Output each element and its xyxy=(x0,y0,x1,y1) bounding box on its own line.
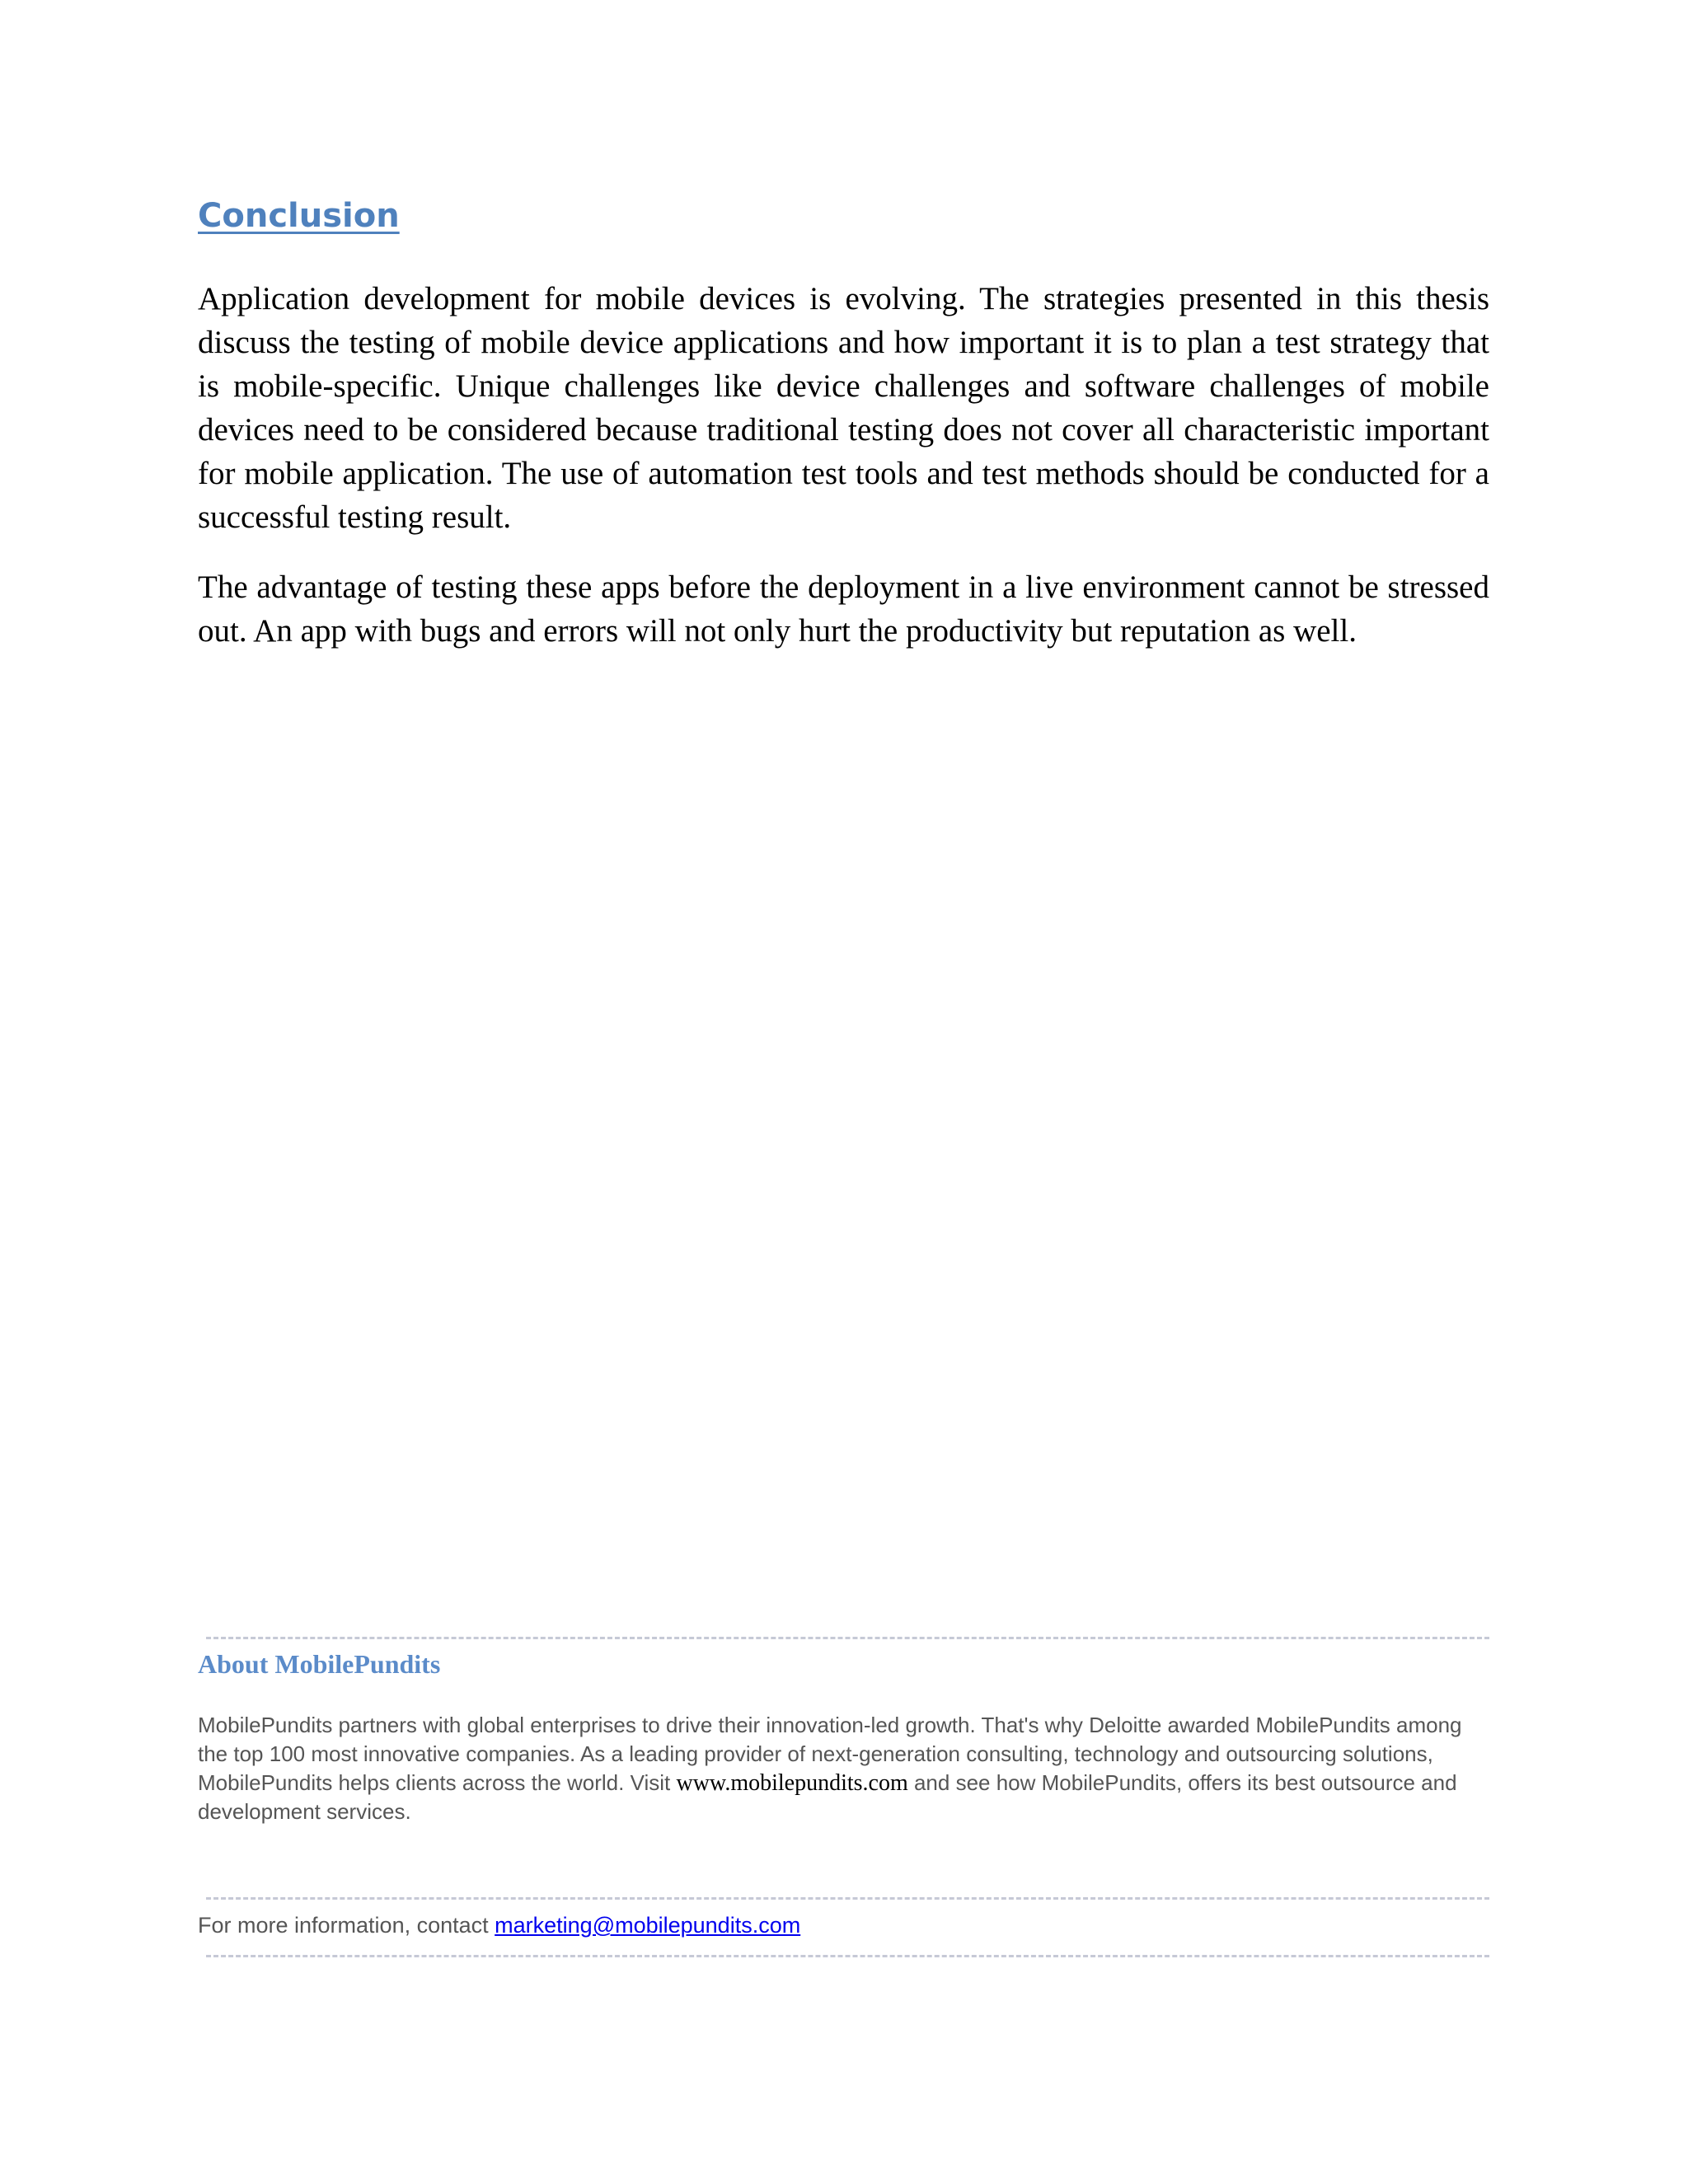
about-text-start: MobilePundits partners with global enterprises to drive their innovation-led growth. That's why Deloitte awarded MobilePundits among the top 100 most innovative companies. As a leading provider of next-generation consulting, technology and outsourcing solutions, MobilePundits helps clients across the world. Visit xyxy=(198,1713,1462,1795)
section-heading-conclusion: Conclusion xyxy=(198,197,400,235)
footer-divider-top xyxy=(206,1637,1489,1639)
footer-divider-bottom xyxy=(206,1955,1489,1957)
website-text: www.mobilepundits.com xyxy=(676,1770,908,1796)
conclusion-paragraph-1: Application development for mobile devices is evolving. The strategies presented in this thesis discuss the testing of mobile device applications and how important it is to plan a test strategy that is mobile-specific. Unique challenges like device challenges and software challenges of mobile devices need to be considered because traditional testing does not cover all characteristic important for mobile application. The use of automation test tools and test methods should be conducted for a successful testing result. xyxy=(198,281,1489,535)
contact-prefix: For more information, contact xyxy=(198,1913,495,1938)
about-text-end: and see how MobilePundits, offers its best outsource and development services. xyxy=(198,1770,1457,1824)
conclusion-paragraph-2: The advantage of testing these apps before the deployment in a live environment cannot be stressed out. An app with bugs and errors will not only hurt the productivity but reputation as well. xyxy=(198,569,1489,649)
contact-email-link[interactable]: marketing@mobilepundits.com xyxy=(495,1913,801,1938)
footer-divider-middle xyxy=(206,1897,1489,1900)
about-paragraph xyxy=(198,1711,1484,1826)
contact-line xyxy=(198,1910,800,1940)
about-heading: About MobilePundits xyxy=(198,1649,441,1679)
